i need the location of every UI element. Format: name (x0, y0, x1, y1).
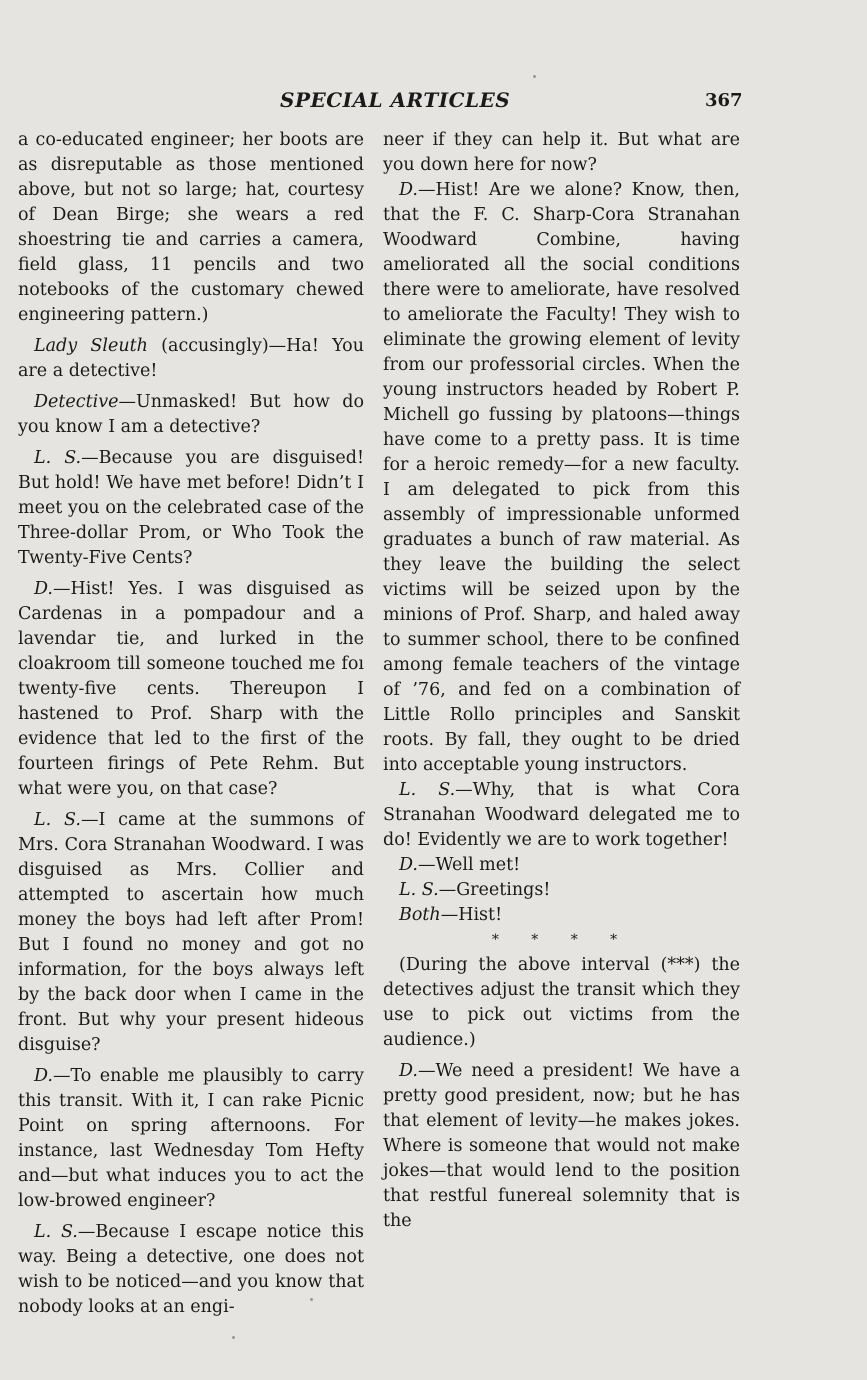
right-column (383, 128, 740, 1234)
speaker-label: L. S. (34, 810, 81, 830)
speaker-label: L. S. (399, 780, 456, 800)
paragraph-text: a co-educated engineer; her boots are as disreputable as those mentioned above, but not so large; hat, courtesy of Dean Birge; she wears a red shoestring tie and carries a camera, field glass, 11 pencils and two notebooks of the customary chewed engineering pattern.) (18, 130, 364, 325)
paragraph-text: —To enable me plausibly to carry this transit. With it, I can rake Picnic Point on spring afternoons. For instance, last Wednesday Tom Hefty and—but what induces you to act the low-browed engineer? (18, 1066, 364, 1211)
paragraph (18, 334, 364, 384)
speaker-label: D. (399, 855, 418, 875)
left-column (18, 128, 364, 1320)
paragraph (383, 178, 740, 778)
paragraph (18, 446, 364, 571)
speaker-label: D. (34, 1066, 53, 1086)
speaker-label: D. (399, 180, 418, 200)
paragraph (18, 1220, 364, 1320)
speaker-label: D. (399, 1061, 418, 1081)
page-number: 367 (705, 90, 743, 111)
speaker-label: Lady Sleuth (34, 336, 148, 356)
paragraph (383, 878, 740, 903)
paragraph-text: —Well met! (417, 855, 521, 875)
paragraph-text: (During the above interval (***) the detectives adjust the transit which they use to pick out victims from the audience.) (383, 955, 740, 1050)
paper-speck (533, 75, 536, 78)
section-break-stars: * * * * (491, 932, 632, 948)
paragraph-text: —Hist! (440, 905, 503, 925)
speaker-label: L. S. (34, 1222, 78, 1242)
paper-speck (232, 1336, 235, 1339)
paragraph (18, 390, 364, 440)
paragraph (18, 1064, 364, 1214)
paragraph-text: —Because you are disguised! But hold! We have met before! Didn’t I meet you on the celebrated case of the Three-dollar Prom, or Who Took the Twenty-Five Cents? (18, 448, 364, 568)
paragraph-text: —Because I escape notice this way. Being a detective, one does not wish to be noticed—and you know that nobody looks at an engi- (18, 1222, 364, 1317)
paragraph (383, 1059, 740, 1234)
paragraph (383, 128, 740, 178)
paragraph-text: —Hist! Yes. I was disguised as Cardenas in a pompadour and a lavendar tie, and lurked in the cloakroom till someone touched me foı twenty-five cents. Thereupon I hastened to Prof. Sharp with the evidence that led to the first of the fourteen firings of Pete Rehm. But what were you, on that case? (18, 579, 364, 799)
running-title: SPECIAL ARTICLES (280, 88, 511, 112)
paragraph-text: —Unmasked! But how do you know I am a detective? (18, 392, 364, 437)
speaker-label: Both (399, 905, 441, 925)
paragraph-text: —We need a president! We have a pretty good president, now; but he has that element of levity—he makes jokes. Where is someone that would not make jokes—that would lend to the position that restful funereal solemnity that is the (383, 1061, 740, 1231)
paragraph (18, 128, 364, 328)
paragraph-text: —Why, that is what Cora Stranahan Woodward delegated me to do! Evidently we are to work together! (383, 780, 740, 850)
paragraph-text: —Greetings! (438, 880, 551, 900)
speaker-label: L. S. (399, 880, 439, 900)
paragraph-text: —I came at the summons of Mrs. Cora Stranahan Woodward. I was disguised as Mrs. Collier and attempted to ascertain how much money the boys had left after Prom! But I found no money and got no information, for the boys always left by the back door when I came in the front. But why your present hideous disguise? (18, 810, 364, 1055)
speaker-label: Detective (34, 392, 119, 412)
paper-speck (310, 1298, 313, 1301)
paragraph (18, 577, 364, 802)
speaker-label: D. (34, 579, 53, 599)
paragraph (383, 903, 740, 928)
speaker-label: L. S. (34, 448, 82, 468)
paragraph (383, 953, 740, 1053)
paragraph (383, 778, 740, 853)
paragraph-text: (accusingly)—Ha! You are a detective! (18, 336, 364, 381)
paragraph (383, 853, 740, 878)
paragraph-text: —Hist! Are we alone? Know, then, that the F. C. Sharp-Cora Stranahan Woodward Combine, having ameliorated all the social conditions there were to ameliorate, have resolved to ameliorate the Faculty! They wish to eliminate the growing element of levity from our professorial circles. When the young instructors headed by Robert P. Michell go fussing by platoons—things have come to a pretty pass. It is time for a heroic remedy—for a new faculty. I am delegated to pick from this assembly of impressionable unformed graduates a bunch of raw material. As they leave the building the select victims will be seized upon by the minions of Prof. Sharp, and haled away to summer school, there to be confined among female teachers of the vintage of ’76, and fed on a combination of Little Rollo principles and Sanskit roots. By fall, they ought to be dried into acceptable young instructors. (383, 180, 740, 775)
paragraph (18, 808, 364, 1058)
page-header (0, 88, 867, 118)
paragraph-text: neer if they can help it. But what are you down here for now? (383, 130, 740, 175)
